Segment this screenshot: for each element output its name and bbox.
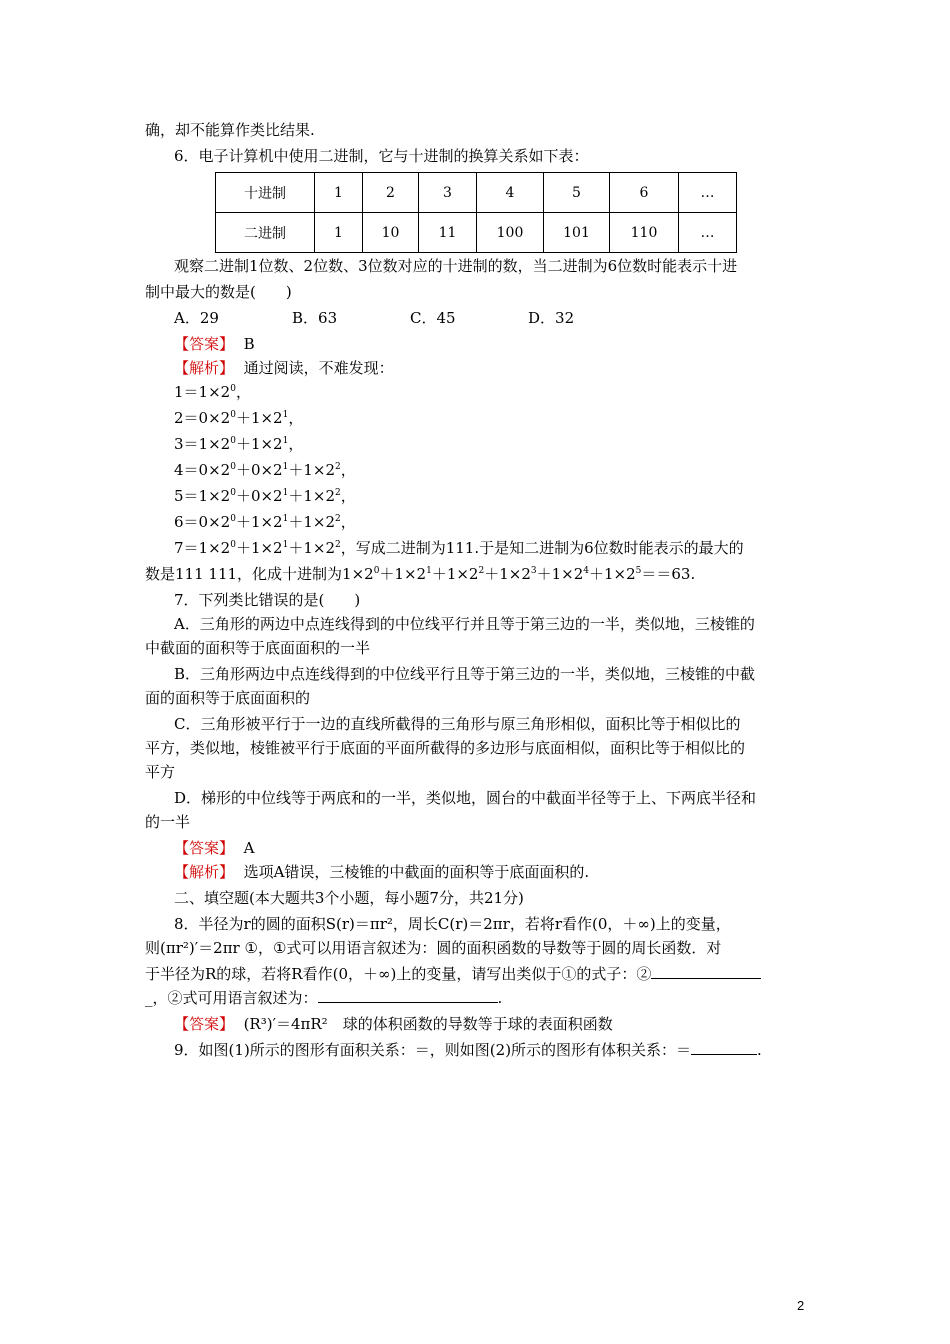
option-c: C．三角形被平行于一边的直线所截得的三角形与原三角形相似，面积比等于相似比的 [174, 715, 741, 733]
explanation-line [174, 862, 589, 884]
conversion-table [215, 172, 737, 253]
equation: $6=0\times 2^0+1\times 2^1+1\times 2^2$， [174, 513, 356, 531]
text-line: _，②式可用语言叙述为： . [145, 989, 503, 1007]
table-cell: 11 [419, 213, 477, 253]
equation: $5=1\times 2^0+0\times 2^1+1\times 2^2$， [174, 487, 356, 505]
equation-start: 2＝0×2 [174, 409, 231, 427]
explanation-text: 选项A错误，三棱锥的中截面的面积等于底面面积的. [243, 863, 590, 881]
equation-start: 5＝1×2 [174, 487, 231, 505]
option-a: A．29 [174, 309, 219, 327]
answer-blank [691, 1040, 757, 1055]
equation-end: ＝＝63. [641, 565, 696, 583]
equation: $1=1\times 2^0$， [174, 383, 251, 401]
option-d: D．梯形的中位线等于两底和的一半，类似地，圆台的中截面半径等于上、下两底半径和 [174, 789, 757, 807]
text-span: _，②式可用语言叙述为： [145, 989, 318, 1007]
text-span: 9．如图(1)所示的图形有面积关系：＝，则如图(2)所示的图形有体积关系：＝ [174, 1041, 692, 1059]
page-number: 2 [797, 1298, 805, 1313]
question-6: 6．电子计算机中使用二进制，它与十进制的换算关系如下表： [174, 147, 589, 165]
row-header-decimal: 十进制 [216, 173, 315, 213]
equation-start: 7＝1×2 [174, 539, 231, 557]
option-a: A．三角形的两边中点连线得到的中位线平行并且等于第三边的一半，类似地，三棱锥的 [174, 615, 755, 633]
table-cell: 5 [544, 173, 610, 213]
answer-line [174, 1014, 613, 1036]
table-cell: 101 [544, 213, 610, 253]
answer-blank [651, 964, 761, 979]
text-line: 平方，类似地，棱锥被平行于底面的平面所截得的多边形与底面相似，面积比等于相似比的 [145, 739, 746, 757]
equation-start: 6＝0×2 [174, 513, 231, 531]
table-cell: 100 [477, 213, 544, 253]
answer-line [174, 334, 255, 356]
options-line [174, 308, 574, 330]
answer-blank [318, 988, 498, 1003]
question-7: 7．下列类比错误的是( ) [174, 591, 361, 609]
table-cell: … [679, 213, 737, 253]
text-span: 于半径为R的球，若将R看作(0，＋∞)上的变量，请写出类似于①的式子：② [145, 965, 652, 983]
text-line [145, 964, 761, 986]
answer-tag: 【答案】 [174, 1015, 235, 1033]
equation: $7=1\times 2^0+1\times 2^1+1\times 2^2$，写成二进制为111.于是知二进制为6位数时能表示的最大的 [174, 539, 744, 557]
table-cell: 1 [315, 173, 363, 213]
option-d: D．32 [528, 309, 575, 327]
answer-tag: 【答案】 [174, 839, 235, 857]
text-line: 制中最大的数是( ) [145, 283, 292, 301]
equation: $2=0\times 2^0+1\times 2^1$， [174, 409, 304, 427]
text-line: 平方 [145, 763, 176, 781]
text-line: 观察二进制1位数、2位数、3位数对应的十进制的数，当二进制为6位数时能表示十进 [174, 257, 738, 275]
table-cell: 2 [363, 173, 419, 213]
table-cell: 6 [610, 173, 679, 213]
text-line: 面的面积等于底面面积的 [145, 689, 311, 707]
section-heading: 二、填空题(本大题共3个小题，每小题7分，共21分) [174, 889, 524, 907]
equation: $4=0\times 2^0+0\times 2^1+1\times 2^2$， [174, 461, 356, 479]
text-line: 中截面的面积等于底面面积的一半 [145, 639, 371, 657]
explanation-tag: 【解析】 [174, 863, 235, 881]
text-line: 则(πr²)′＝2πr ①，①式可以用语言叙述为：圆的面积函数的导数等于圆的周长函数．对 [145, 939, 722, 957]
answer-value: (R³)′＝4πR² 球的体积函数的导数等于球的表面积函数 [243, 1015, 613, 1033]
explanation-text: 通过阅读，不难发现： [243, 359, 394, 377]
question-8: 8．半径为r的圆的面积S(r)＝πr²，周长C(r)＝2πr，若将r看作(0，＋∞)上的变量， [174, 915, 731, 933]
table-row [216, 173, 737, 213]
answer-line [174, 838, 254, 860]
equation: $3=1\times 2^0+1\times 2^1$， [174, 435, 304, 453]
text-line: 的一半 [145, 813, 191, 831]
equation-start: 4＝0×2 [174, 461, 231, 479]
text-line: ，写成二进制为111.于是知二进制为6位数时能表示的最大的 [340, 539, 744, 557]
answer-value: B [243, 335, 255, 353]
answer-tag: 【答案】 [174, 335, 235, 353]
row-header-binary: 二进制 [216, 213, 315, 253]
table-cell: 110 [610, 213, 679, 253]
explanation-line [174, 358, 394, 380]
option-b: B．63 [292, 309, 338, 327]
answer-value: A [243, 839, 255, 857]
explanation-tag: 【解析】 [174, 359, 235, 377]
option-b: B．三角形两边中点连线得到的中位线平行且等于第三边的一半，类似地，三棱锥的中截 [174, 665, 756, 683]
table-row [216, 213, 737, 253]
text-line: 确，却不能算作类比结果. [145, 121, 315, 139]
question-9: 9．如图(1)所示的图形有面积关系：＝，则如图(2)所示的图形有体积关系：＝ . [174, 1041, 762, 1059]
table-cell: … [679, 173, 737, 213]
table-cell: 3 [419, 173, 477, 213]
table-cell: 4 [477, 173, 544, 213]
equation-start: 1＝1×2 [174, 383, 231, 401]
equation-start: 3＝1×2 [174, 435, 231, 453]
text-line: 数是111 111，化成十进制为1×2 [145, 565, 374, 583]
option-c: C．45 [410, 309, 456, 327]
table-cell: 10 [363, 213, 419, 253]
table-cell: 1 [315, 213, 363, 253]
equation: 数是111 111，化成十进制为$1\times 2^0+1\times 2^1+1\times 2^2+1\times 2^3+1\times 2^4+1\times 2^5==63$. [145, 565, 696, 583]
